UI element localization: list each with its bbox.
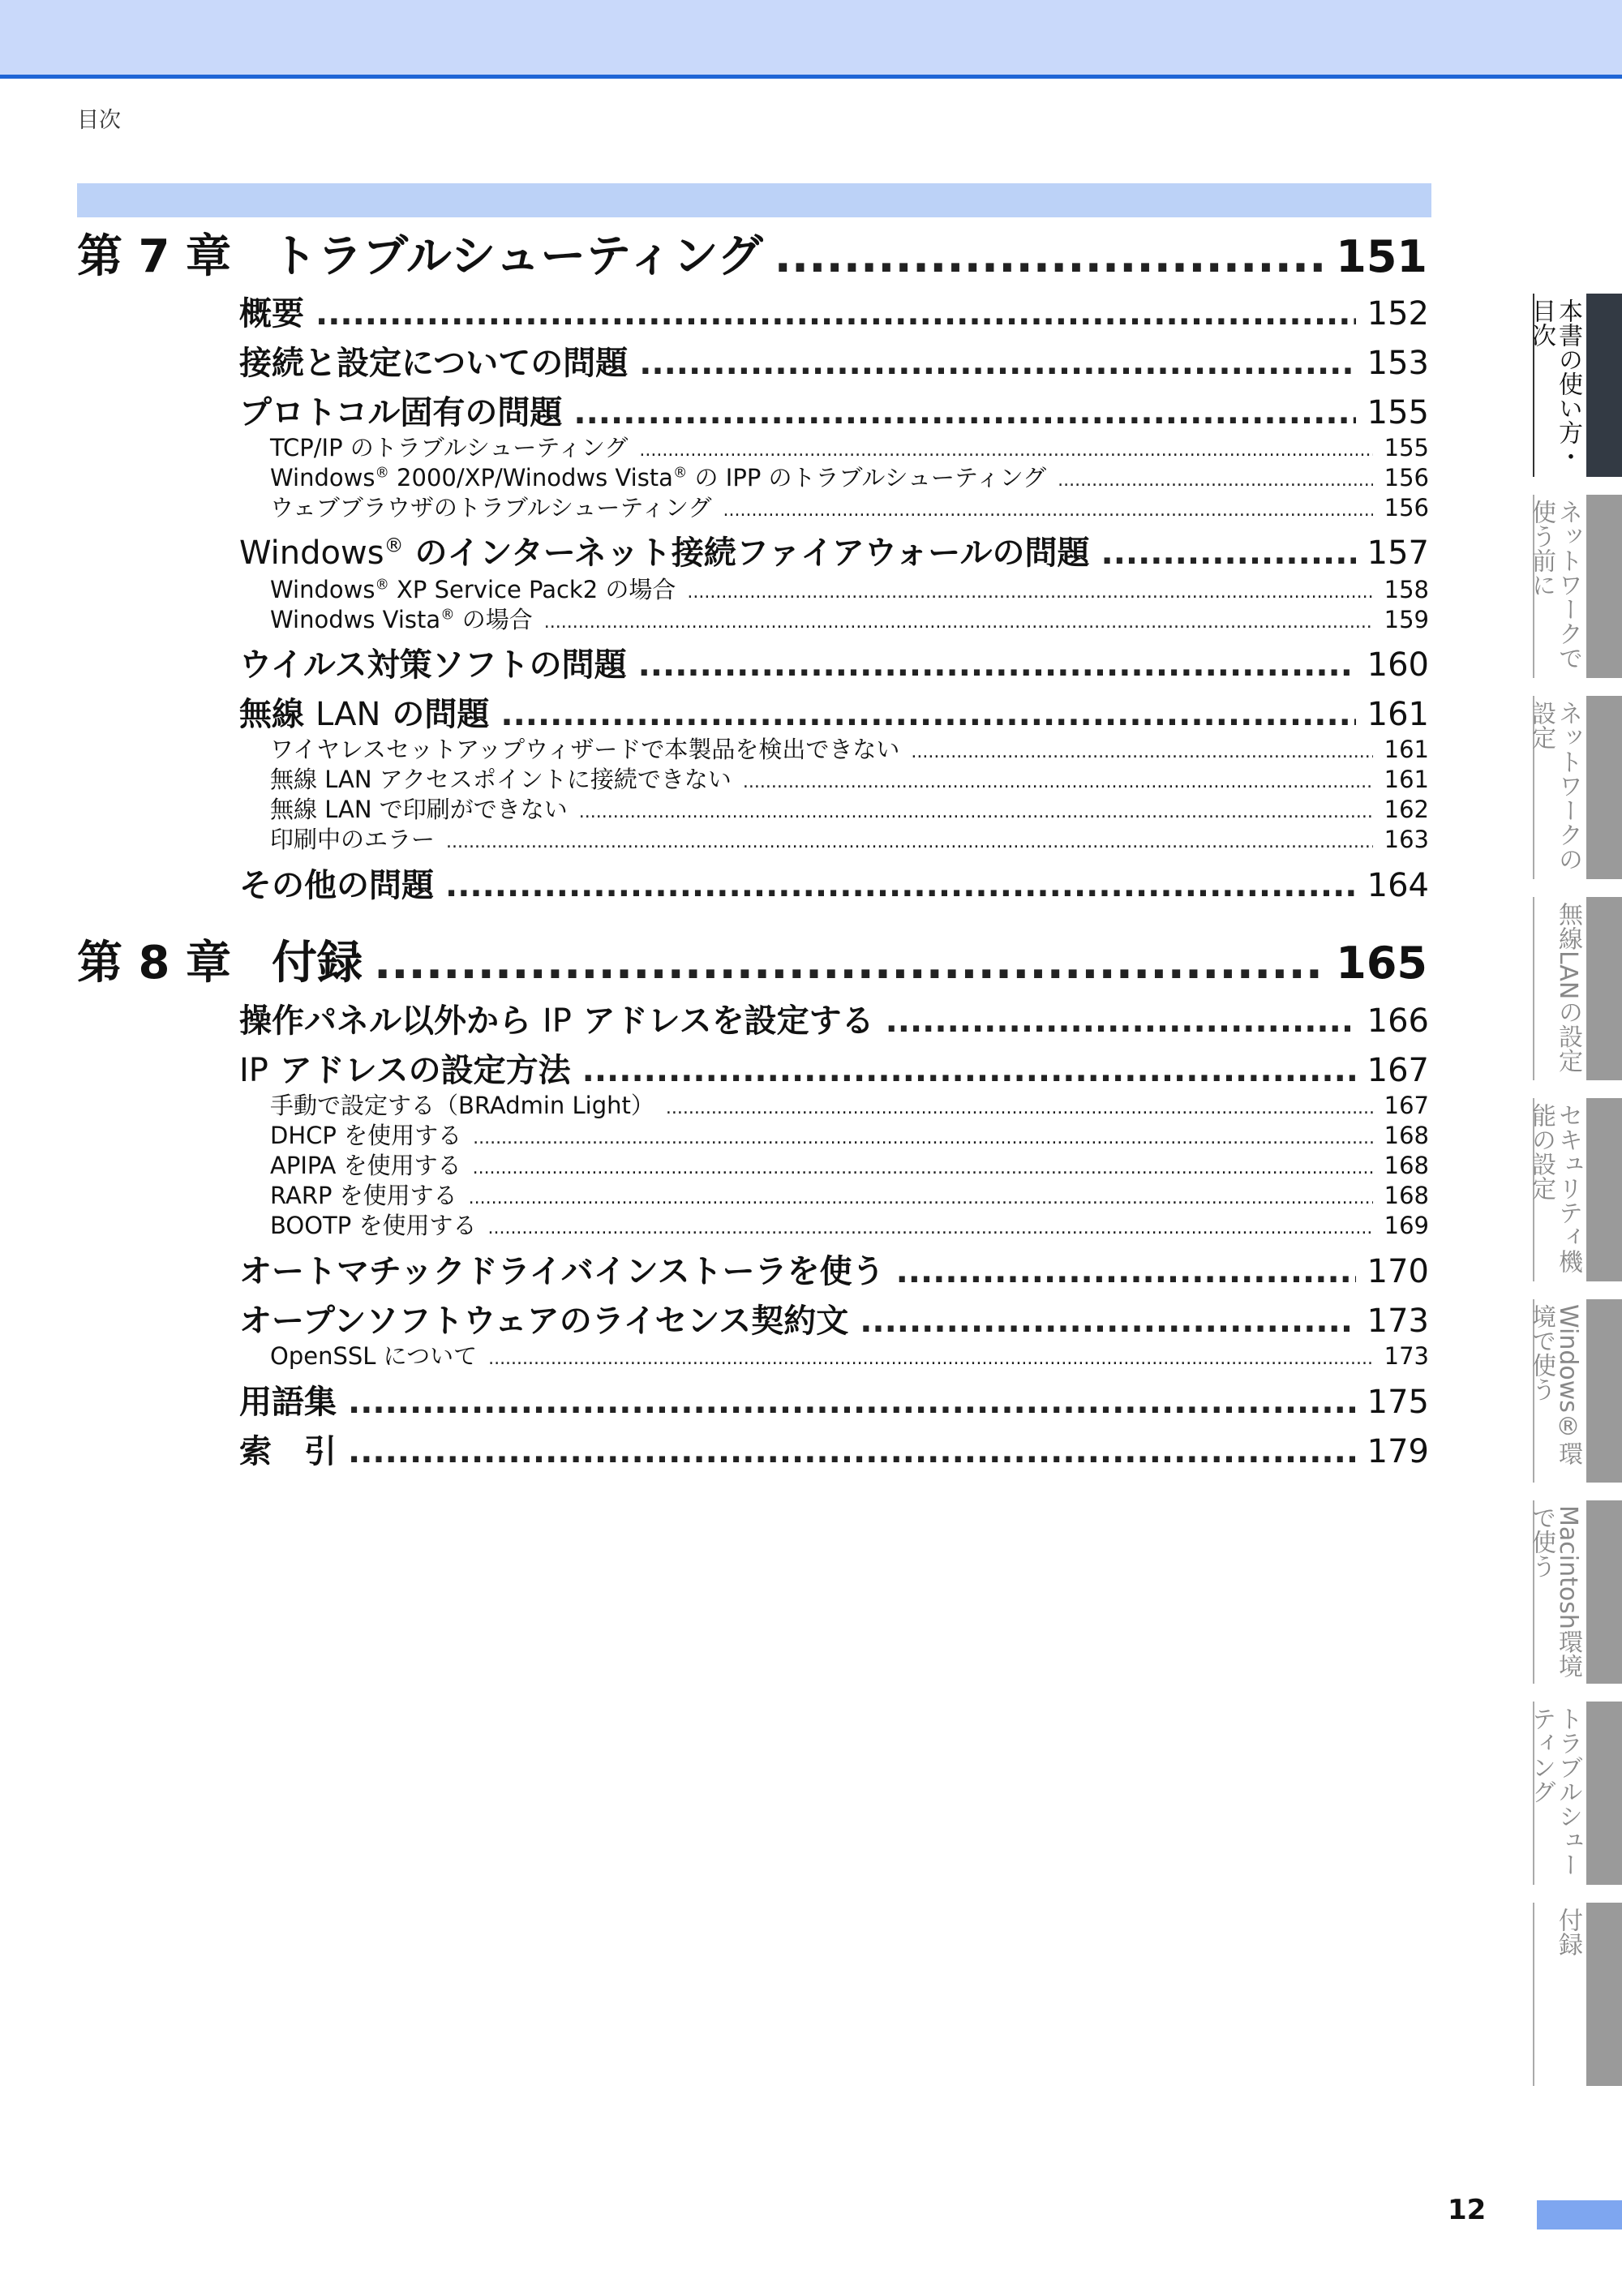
page-ref: 153: [1367, 345, 1429, 382]
leader-dots: [500, 696, 1355, 733]
toc-chapter-7[interactable]: [77, 221, 1427, 285]
page-ref: 173: [1384, 1342, 1429, 1370]
side-tab-bar: [1586, 1500, 1622, 1684]
entry-title: BOOTP を使用する: [270, 1212, 477, 1239]
entry-title: IP アドレスの設定方法: [239, 1052, 571, 1089]
entry-title: Winodws Vista® の場合: [270, 606, 533, 633]
entry-title: 無線 LAN の問題: [239, 696, 490, 733]
toc-entry[interactable]: [239, 1045, 1429, 1091]
toc-subentry[interactable]: [270, 1208, 1429, 1241]
leader-dots: [638, 646, 1356, 684]
side-tab-label: トラブルシューティング: [1533, 1702, 1586, 1885]
toc-entry[interactable]: [239, 1376, 1429, 1423]
side-tab-macintosh[interactable]: [1527, 1500, 1622, 1689]
side-tab-troubleshooting[interactable]: [1527, 1702, 1622, 1890]
entry-title: TCP/IP のトラブルシューティング: [270, 434, 629, 461]
side-tab-label: ネットワークの設定: [1533, 696, 1586, 879]
leader-dots: [315, 295, 1356, 333]
side-tab-bar: [1586, 1098, 1622, 1281]
side-tab-bar: [1586, 1903, 1622, 2086]
page-ref: 156: [1384, 464, 1429, 491]
toc-subentry[interactable]: [270, 1118, 1429, 1151]
leader-dots: [886, 1002, 1356, 1040]
leader-dots: [775, 230, 1325, 283]
leader-dots: [896, 1253, 1356, 1290]
side-tab-wireless-lan[interactable]: [1533, 897, 1622, 1085]
page-ref: 169: [1384, 1212, 1429, 1239]
leader-dots: [488, 1349, 1373, 1369]
entry-title: Windows® のインターネット接続ファイアウォールの問題: [239, 534, 1090, 572]
page-ref: 167: [1367, 1052, 1429, 1089]
leader-dots: [582, 1052, 1356, 1089]
entry-title: プロトコル固有の問題: [239, 394, 563, 431]
side-tab-security[interactable]: [1527, 1098, 1622, 1286]
toc-subentry[interactable]: [270, 762, 1429, 795]
page-ref: 165: [1336, 938, 1427, 989]
entry-title: Windows® 2000/XP/Winodws Vista® の IPP のトラブルシューティング: [270, 464, 1047, 491]
toc-subentry[interactable]: [270, 1338, 1429, 1371]
leader-dots: [445, 867, 1356, 904]
entry-title: 操作パネル以外から IP アドレスを設定する: [239, 1002, 874, 1040]
leader-dots: [573, 394, 1355, 431]
side-tab-bar: [1586, 696, 1622, 879]
leader-dots: [639, 440, 1372, 461]
toc-entry[interactable]: [239, 288, 1429, 334]
page-ref: 161: [1367, 696, 1429, 733]
toc-entry[interactable]: [239, 639, 1429, 685]
page-ref: 166: [1367, 1002, 1429, 1040]
leader-dots: [473, 1128, 1373, 1148]
entry-title: 無線 LAN で印刷ができない: [270, 796, 568, 823]
toc-entry[interactable]: [239, 337, 1429, 384]
entry-title: 手動で設定する（BRAdmin Light）: [270, 1092, 654, 1119]
entry-title: ワイヤレスセットアップウィザードで本製品を検出できない: [270, 736, 900, 763]
page-ref: 161: [1384, 736, 1429, 763]
side-tab-label: 本書の使い方・目次: [1533, 294, 1586, 477]
toc-entry[interactable]: [239, 689, 1429, 735]
toc-subentry[interactable]: [270, 490, 1429, 523]
page-ref: 159: [1384, 606, 1429, 633]
page-ref: 157: [1367, 534, 1429, 572]
toc-entry[interactable]: [239, 860, 1429, 906]
toc-subentry[interactable]: [270, 792, 1429, 825]
registered-mark: ®: [375, 577, 389, 594]
toc-entry[interactable]: [239, 995, 1429, 1041]
entry-title: DHCP を使用する: [270, 1122, 462, 1149]
entry-title: OpenSSL について: [270, 1342, 478, 1370]
entry-title: 印刷中のエラー: [270, 826, 436, 853]
toc-subentry[interactable]: [270, 822, 1429, 855]
leader-dots: [743, 772, 1373, 792]
page-ref: 160: [1367, 646, 1429, 684]
leader-dots: [666, 1098, 1373, 1118]
side-tab-before-network[interactable]: [1527, 495, 1622, 683]
page-ref: 173: [1367, 1302, 1429, 1340]
page-ref: 168: [1384, 1122, 1429, 1149]
leader-dots: [374, 937, 1324, 989]
side-tab-label: セキュリティ機能の設定: [1533, 1098, 1586, 1281]
entry-title: RARP を使用する: [270, 1182, 457, 1209]
running-header: 目次: [77, 108, 121, 133]
entry-title: オートマチックドライバインストーラを使う: [239, 1253, 885, 1290]
side-tab-label: Windows®環境で使う: [1533, 1299, 1586, 1483]
side-tab-bar: [1586, 495, 1622, 678]
toc-entry[interactable]: [239, 527, 1429, 573]
page-ref: 175: [1367, 1384, 1429, 1421]
page-ref: 155: [1384, 434, 1429, 461]
registered-mark: ®: [384, 534, 404, 557]
entry-title: 無線 LAN アクセスポイントに接続できない: [270, 766, 732, 793]
leader-dots: [1058, 470, 1372, 491]
entry-title: 用語集: [239, 1384, 337, 1421]
page-ref: 161: [1384, 766, 1429, 793]
toc-subentry[interactable]: [270, 1178, 1429, 1211]
leader-dots: [687, 582, 1372, 603]
leader-dots: [446, 832, 1373, 852]
registered-mark: ®: [672, 465, 688, 482]
side-tab-label: Macintosh環境で使う: [1533, 1500, 1586, 1684]
entry-title: APIPA を使用する: [270, 1152, 461, 1179]
toc-entry[interactable]: [239, 1426, 1429, 1472]
page-ref: 156: [1384, 494, 1429, 521]
page-ref: 168: [1384, 1152, 1429, 1179]
leader-dots: [639, 345, 1355, 382]
entry-title: ウイルス対策ソフトの問題: [239, 646, 627, 684]
toc-entry[interactable]: [239, 1246, 1429, 1292]
entry-title: オープンソフトウェアのライセンス契約文: [239, 1302, 849, 1340]
entry-title: ウェブブラウザのトラブルシューティング: [270, 494, 712, 521]
page-ref: 167: [1384, 1092, 1429, 1119]
entry-title: 索 引: [239, 1433, 337, 1470]
side-tab-appendix[interactable]: [1533, 1903, 1622, 2091]
leader-dots: [1101, 534, 1356, 572]
chapter-number: 第 7 章: [77, 230, 231, 283]
side-tab-windows[interactable]: [1527, 1299, 1622, 1487]
toc-subentry[interactable]: [270, 602, 1429, 635]
toc-subentry[interactable]: [270, 572, 1429, 605]
leader-dots: [469, 1188, 1373, 1208]
page-ref: 163: [1384, 826, 1429, 853]
toc-entry[interactable]: [239, 387, 1429, 433]
side-tab-label: 付録: [1533, 1903, 1586, 2086]
chapter-title: トラブルシューティング: [272, 230, 763, 283]
page-ref: 158: [1384, 576, 1429, 603]
page-number-marker: [1537, 2200, 1622, 2229]
leader-dots: [911, 742, 1372, 762]
leader-dots: [348, 1384, 1356, 1421]
registered-mark: ®: [440, 607, 455, 624]
leader-dots: [860, 1302, 1355, 1340]
page-ref: 152: [1367, 295, 1429, 333]
side-tab-bar: [1586, 294, 1622, 477]
page-ref: 151: [1336, 231, 1427, 282]
side-tab-bar: [1586, 1299, 1622, 1483]
page-ref: 170: [1367, 1253, 1429, 1290]
toc-subentry[interactable]: [270, 1148, 1429, 1181]
page-ref: 168: [1384, 1182, 1429, 1209]
side-tab-label: ネットワークで使う前に: [1533, 495, 1586, 678]
toc-subentry[interactable]: [270, 1088, 1429, 1121]
page-ref: 164: [1367, 867, 1429, 904]
page-ref: 155: [1367, 394, 1429, 431]
chapter-number: 第 8 章: [77, 937, 231, 989]
entry-title: 接続と設定についての問題: [239, 345, 629, 382]
chapter-banner: [77, 183, 1431, 217]
leader-dots: [579, 802, 1373, 822]
leader-dots: [473, 1158, 1373, 1178]
registered-mark: ®: [375, 465, 389, 482]
toc-subentry[interactable]: [270, 460, 1429, 493]
top-header-band: [0, 0, 1622, 75]
side-tab-bar: [1586, 1702, 1622, 1885]
page-ref: 162: [1384, 796, 1429, 823]
toc-entry[interactable]: [239, 1295, 1429, 1341]
leader-dots: [348, 1433, 1356, 1470]
leader-dots: [544, 612, 1373, 633]
toc-subentry[interactable]: [270, 430, 1429, 463]
side-tab-label: 無線LANの設定: [1533, 897, 1586, 1080]
leader-dots: [723, 500, 1372, 521]
page-number: 12: [1448, 2194, 1487, 2226]
chapter-title: 付録: [272, 937, 363, 989]
side-tab-network-settings[interactable]: [1527, 696, 1622, 884]
page-ref: 179: [1367, 1433, 1429, 1470]
side-tab-how-to-use[interactable]: [1527, 294, 1622, 482]
entry-title: その他の問題: [239, 867, 434, 904]
leader-dots: [487, 1218, 1372, 1238]
toc-chapter-8[interactable]: [77, 927, 1427, 992]
side-tab-bar: [1586, 897, 1622, 1080]
entry-title: 概要: [239, 295, 304, 333]
entry-title: Windows® XP Service Pack2 の場合: [270, 576, 676, 603]
toc-subentry[interactable]: [270, 732, 1429, 765]
top-header-rule: [0, 75, 1622, 79]
